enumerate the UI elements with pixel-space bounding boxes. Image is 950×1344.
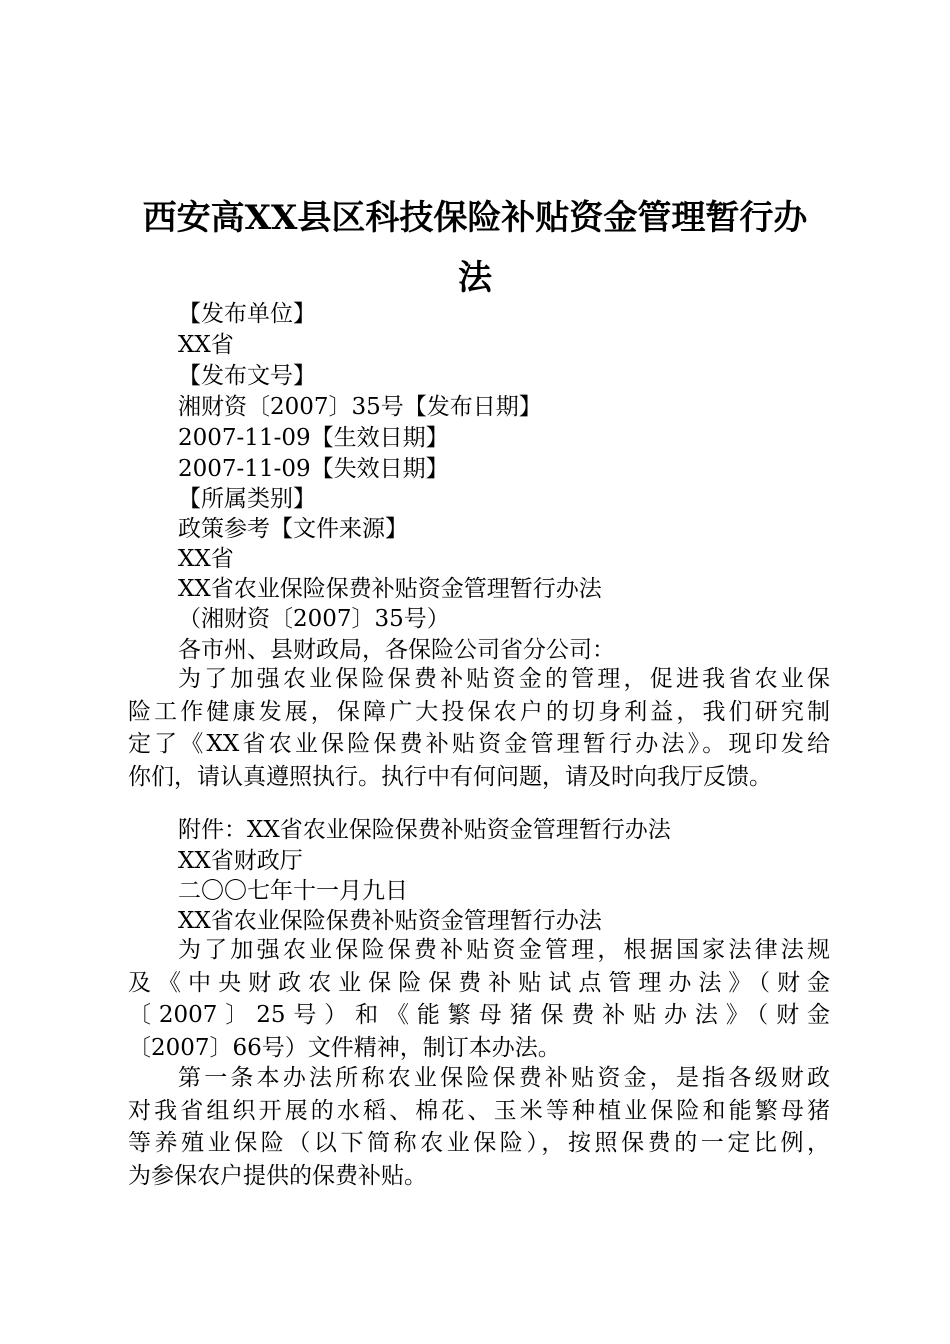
attachment-line: 附件：XX省农业保险保费补贴资金管理暂行办法 xyxy=(178,817,671,843)
meta-line: （湘财资〔2007〕35号） xyxy=(178,606,450,632)
paragraph-line: 〔2007〕25号）和《能繁母猪保费补贴办法》（财金 xyxy=(128,1002,830,1028)
paragraph-line: 定了《XX省农业保险保费补贴资金管理暂行办法》。现印发给 xyxy=(128,731,830,757)
paragraph-line: 险工作健康发展，保障广大投保农户的切身利益，我们研究制 xyxy=(128,698,830,725)
meta-line: 2007-11-09【失效日期】 xyxy=(178,456,449,482)
paragraph-line: 及《中央财政农业保险保费补贴试点管理办法》（财金 xyxy=(128,969,830,996)
document-title-line-2: 法 xyxy=(458,258,492,298)
issuer-line: XX省财政厅 xyxy=(178,848,303,874)
meta-line: XX省 xyxy=(178,332,234,358)
meta-line: XX省农业保险保费补贴资金管理暂行办法 xyxy=(178,576,602,602)
document-title-line-1: 西安高XX县区科技保险补贴资金管理暂行办 xyxy=(142,198,808,238)
paragraph-line: 对我省组织开展的水稻、棉花、玉米等种植业保险和能繁母猪 xyxy=(128,1097,830,1124)
paragraph-line: 你们，请认真遵照执行。执行中有何问题，请及时向我厅反馈。 xyxy=(128,763,772,790)
meta-line: 【所属类别】 xyxy=(178,486,316,512)
meta-line: 政策参考【文件来源】 xyxy=(178,516,408,542)
paragraph-line: 第一条本办法所称农业保险保费补贴资金，是指各级财政 xyxy=(178,1065,830,1091)
subtitle-line: XX省农业保险保费补贴资金管理暂行办法 xyxy=(178,908,602,934)
date-line: 二〇〇七年十一月九日 xyxy=(178,878,408,904)
paragraph-line: 等养殖业保险（以下简称农业保险），按照保费的一定比例， xyxy=(128,1130,830,1156)
meta-line: 2007-11-09【生效日期】 xyxy=(178,425,449,451)
paragraph-3 xyxy=(128,1062,830,1192)
meta-line: 【发布文号】 xyxy=(178,363,316,389)
paragraph-2 xyxy=(128,934,830,1064)
meta-line: XX省 xyxy=(178,546,234,572)
meta-line: 各市州、县财政局，各保险公司省分公司： xyxy=(178,637,615,663)
meta-line: 【发布单位】 xyxy=(178,301,316,327)
paragraph-line: 为了加强农业保险保费补贴资金的管理，促进我省农业保 xyxy=(178,666,830,692)
paragraph-1 xyxy=(128,663,830,793)
paragraph-line: 〔2007〕66号）文件精神，制订本办法。 xyxy=(128,1034,561,1061)
paragraph-line: 为参保农户提供的保费补贴。 xyxy=(128,1162,427,1189)
meta-line: 湘财资〔2007〕35号【发布日期】 xyxy=(178,394,542,420)
paragraph-line: 为了加强农业保险保费补贴资金管理，根据国家法律法规 xyxy=(178,937,830,963)
